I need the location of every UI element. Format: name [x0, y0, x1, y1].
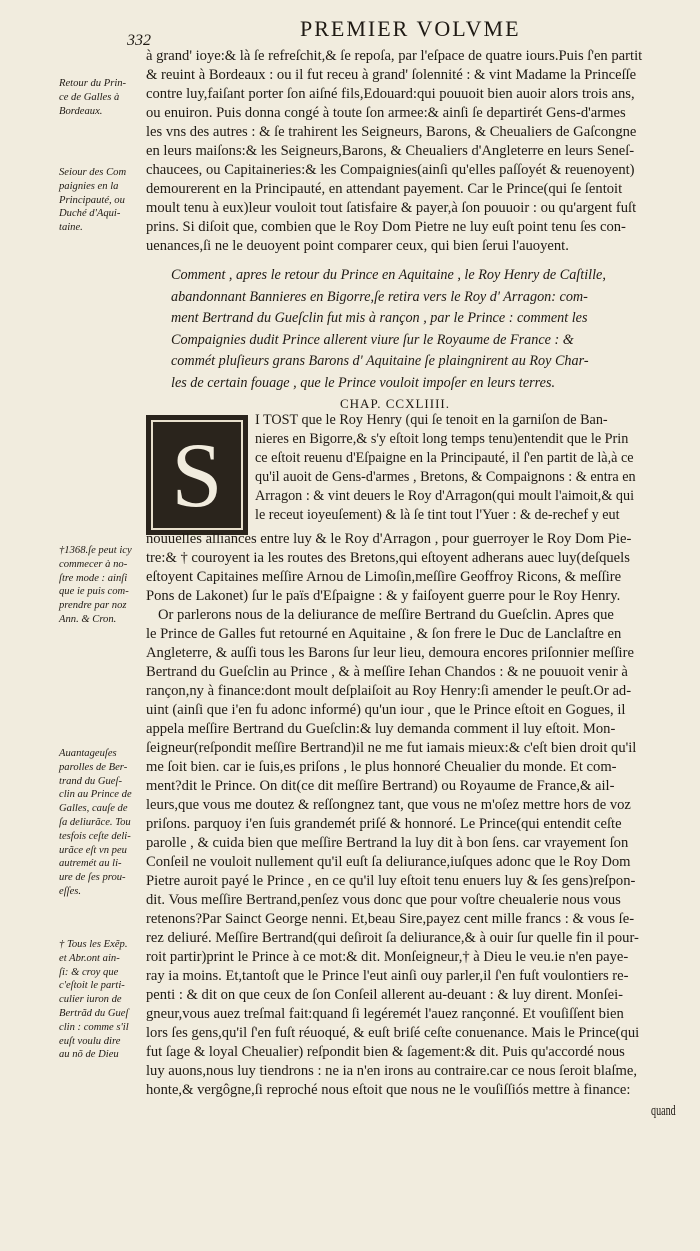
chapter-summary-line: ment Bertrand du Gueſclin fut mis à rançon , par le Prince : comment les	[171, 310, 588, 326]
body-line: qu'il auoit de Gens-d'armes , Bretons, & Compaignons : & entra en	[255, 469, 636, 485]
body-line: prins. Si diſoit que, combien que le Roy Dom Pietre ne luy euſt point tenu ſes con-	[146, 219, 626, 235]
margin-note-line: tesfois ceſte deli-	[59, 830, 131, 842]
chapter-number: CHAP. CCXLIIII.	[340, 396, 450, 411]
body-line: moult tenu à eux)leur vouloit tout ſatisfaire & payer,à ſon pouuoir : ou qu'argent fuſt	[146, 200, 637, 216]
body-line: priſons. parquoy i'en ſuis grandemét priſé & honnoré. Le Prince(qui entendit ceſte	[146, 816, 622, 832]
margin-note-line: clin au Prince de	[59, 789, 132, 801]
margin-note-line: ure de ſes prou-	[59, 872, 126, 884]
margin-note-line: ce de Galles à	[59, 91, 120, 103]
body-line: me ſoit bien. car ie ſuis,es priſons , le plus honnoré Cheualier du monde. Et com-	[146, 759, 617, 775]
margin-note	[59, 544, 132, 627]
body-line: en leurs maiſons:& les Seigneurs,Barons, & Cheualiers d'Angleterre en leurs Seneſ-	[146, 143, 635, 159]
chapter-summary-line: Comment , apres le retour du Prince en Aquitaine , le Roy Henry de Caſtille,	[171, 267, 606, 283]
body-line: honte,& vergôgne,ſi reproché nous eſtoit que nous ne le vouſiſſiós mettre à finance:	[146, 1082, 631, 1098]
margin-note-line: prendre par noz	[59, 600, 127, 612]
body-line: dit. Vous meſſire Bertrand,penſez vous donc que pour voſtre cheualerie nous vous	[146, 892, 621, 908]
chapter-summary-line: abandonnant Bannieres en Bigorre,ſe retira vers le Roy d' Arragon: com-	[171, 288, 588, 305]
page-number: 332	[127, 32, 151, 49]
margin-note	[59, 938, 129, 1062]
margin-note-line: et Abr.ont ain-	[59, 952, 120, 964]
body-line: ce eſtoit reuenu d'Eſpaigne en la Principauté, il ſ'en partit de là,à ce	[255, 450, 634, 466]
margin-note-line: commecer à no-	[59, 558, 128, 570]
body-line: Pons de Lakonet) ſur le païs d'Eſpaigne : & y faiſoyent guerre pour le Roy Henry.	[146, 588, 621, 604]
body-line: roit partir)print le Prince à ce mot:& dit. Monſeigneur,† à Dieu le veu.ie n'en paye-	[146, 949, 629, 965]
margin-note-line: † Tous les Exẽp.	[59, 939, 128, 950]
margin-note-line: †1368.ſe peut icy	[59, 545, 132, 556]
body-line: eſtoyent Capitaines meſſire Arnou de Limoſin,meſſire Geoffroy Ricons, & meſſire	[146, 569, 622, 585]
body-line: Bertrand du Gueſclin au Prince , & à meſſire Iehan Chandos : & ne pouuoit venir à	[146, 664, 628, 680]
margin-note-line: parolles de Ber-	[59, 761, 128, 773]
margin-note-line: Retour du Prin-	[59, 78, 127, 89]
margin-note-line: Galles, cauſe de	[59, 803, 128, 815]
body-line: ment?dit le Prince. On dit(ce dit meſſire Bertrand) ou Royaume de France,& ail-	[146, 778, 615, 794]
body-line: retenons?Par Sainct George nenni. Et,beau Sire,payez cent mille francs : & vous ſe-	[146, 911, 635, 927]
margin-note-line: euſt voulu dire	[59, 1035, 121, 1047]
body-line: Pietre auroit payé le Prince , en ce qu'il luy eſtoit tenu enuers luy & ſes gens)reſpon-	[146, 873, 636, 889]
margin-note-line: Seiour des Com	[59, 167, 127, 178]
margin-note-line: Bordeaux.	[59, 105, 103, 117]
body-line: ou enuiron. Puis donna congé à toute ſon armee:& ainſi ſe departirét Gens-d'armes	[146, 105, 626, 121]
margin-note-line: culier iuron de	[59, 994, 122, 1006]
body-line: nieres en Bigorre,& s'y eſtoit long temps tenu)entendit que le Prin	[255, 431, 629, 447]
margin-note	[59, 166, 126, 235]
margin-note-line: ſa deliurãce. Tou	[59, 816, 131, 828]
body-line: rez deliuré. Meſſire Bertrand(qui deſiroit ſa deliurance,& à ouir ſur quelle fin il pour-	[146, 930, 639, 946]
margin-note-line: Principauté, ou	[59, 194, 125, 206]
body-line: le Prince de Galles fut retourné en Aquitaine , & ſon frere le Duc de Lanclaſtre en	[146, 626, 622, 642]
margin-note-line: clin : comme s'il	[59, 1021, 129, 1033]
margin-note	[59, 77, 126, 118]
drop-cap-initial	[146, 415, 248, 535]
body-line: le receut ioyeuſement) & là ſe tint tout l'Yuer : & de-rechef y eut	[255, 507, 620, 523]
body-line: uint (ainſi que i'en fu adonc informé) qu'un iour , que le Prince eſtoit en Gogues, il	[146, 702, 626, 718]
body-line: Conſeil ne vouloit nullement qu'il euſt ſa deliurance,iuſques adonc que le Roy Dom	[146, 854, 631, 870]
body-line: rançon,ny à finance:dont moult deſplaiſoit au Roy Henry:ſi amender le peuſt.Or ad-	[146, 683, 632, 699]
margin-note-line: ſi: & croy que	[59, 966, 119, 978]
body-line: luy auons,nous luy tiendrons : ne ia n'en irons au contraire.car ce nous ſeroit blaſme,	[146, 1063, 637, 1079]
chapter-summary-line: commét pluſieurs grans Barons d' Aquitaine ſe plaingnirent au Roy Char-	[171, 353, 589, 369]
body-line: gneur,vous auez treſmal fait:quand ſi legéremét l'auez rançonné. Et vouſiſſent bien	[146, 1006, 624, 1022]
running-head: PREMIER VOLVME	[300, 16, 521, 41]
margin-note-line: Duché d'Aqui-	[59, 208, 121, 220]
margin-note-line: eſſes.	[59, 885, 82, 897]
chapter-summary-line: les de certain fouage , que le Prince vouloit impoſer en leurs terres.	[171, 374, 556, 391]
body-line: tre:& † couroyent ia les routes des Bretons,qui eſtoyent adherans auec luy(deſquels	[146, 550, 630, 566]
body-line: les vns des autres : & ſe trahirent les Seigneurs, Barons, & Cheualiers de Gaſcongne	[146, 124, 637, 140]
margin-note-line: c'eſtoit le parti-	[59, 980, 125, 992]
margin-note-line: Auantageuſes	[59, 748, 117, 759]
drop-cap-frame	[151, 420, 243, 530]
body-line: leurs,que vous me doutez & reſſongnez tant, que vous ne m'oſez mettre hors de voz	[146, 797, 631, 813]
body-line: parolle , & cuida bien que meſſire Bertrand la luy dit à bon ſens. car vrayement ſon	[146, 835, 629, 851]
body-line: Angleterre, & auſſi tous les Barons ſur leur lieu, demoura encores priſonnier meſſire	[146, 645, 634, 661]
body-line: à grand' ioye:& là ſe refreſchit,& ſe repoſa, par l'eſpace de quatre iours.Puis ſ'en partit	[146, 48, 643, 64]
body-line: appela meſſire Bertrand du Gueſclin:& luy demanda comment il luy eſtoit. Mon-	[146, 721, 616, 737]
body-line: chaucees, ou Capitaineries:& les Compaignies(ainſi qu'elles paſſoyét & reuenoyent)	[146, 162, 635, 178]
body-line: contre luy,faiſant porter ſon aiſné fils,Edouard:qui pouuoit bien auoir alors trois ans,	[146, 86, 635, 102]
drop-cap-letter: S	[171, 424, 223, 526]
body-line: ray ia moins. Et,tantoſt que le Prince l'eut ainſi ouy parler,il ſ'en fuſt voulontiers re-	[146, 968, 629, 984]
margin-note-line: que ie puis com-	[59, 586, 129, 598]
body-line: I TOST que le Roy Henry (qui ſe tenoit en la garniſon de Ban-	[255, 412, 608, 428]
margin-note	[59, 747, 132, 899]
body-line: uenances,ſi ne le deuoyent point comparer ceux, qui bien ſerui l'auoyent.	[146, 238, 569, 254]
body-line: Arragon : & vint deuers le Roy d'Arragon(qui moult l'aimoit,& qui	[255, 488, 635, 504]
body-line: demourerent en la Principauté, en attendant payement. Car le Prince(qui ſe ſentoit	[146, 181, 623, 197]
catchword: quand	[651, 1103, 676, 1119]
body-line: ſeigneur(reſpondit meſſire Bertrand)il ne me fut iamais mieux:& c'eſt bien droit qu'il	[146, 740, 637, 756]
chapter-summary-line: Compaignies dudit Prince allerent viure ſur le Royaume de France : &	[171, 331, 574, 348]
body-line: fut ſage & loyal Cheualier) reſpondit bien & ſagement:& dit. Puis qu'accordé nous	[146, 1044, 625, 1060]
margin-note-line: urãce eſt vn peu	[59, 844, 127, 856]
margin-note-line: ſtre mode : ainſi	[59, 572, 128, 584]
body-line: penti : & dit on que ceux de ſon Conſeil allerent au-deuant : & luy dirent. Monſei-	[146, 987, 624, 1003]
margin-note-line: trand du Gueſ-	[59, 775, 122, 787]
body-line: Or parlerons nous de la deliurance de meſſire Bertrand du Gueſclin. Apres que	[158, 607, 614, 623]
margin-note-line: Ann. & Cron.	[59, 613, 117, 625]
margin-note-line: taine.	[59, 222, 83, 234]
body-line: nouuelles alliances entre luy & le Roy d'Arragon , pour guerroyer le Roy Dom Pie-	[146, 531, 632, 547]
body-line: lors ſes gens,qu'il ſ'en fuſt réuoqué, & euſt briſé ceſte conuenance. Mais le Prince(qui	[146, 1025, 640, 1041]
margin-note-line: au nõ de Dieu	[59, 1049, 119, 1061]
body-line: & reuint à Bordeaux : ou il fut receu à grand' ſolennité : & vint Madame la Princeſſe	[146, 67, 637, 83]
margin-note-line: Bertrãd du Gueſ	[59, 1007, 129, 1019]
margin-note-line: autremét au li-	[59, 858, 122, 870]
margin-note-line: paignies en la	[59, 180, 119, 192]
